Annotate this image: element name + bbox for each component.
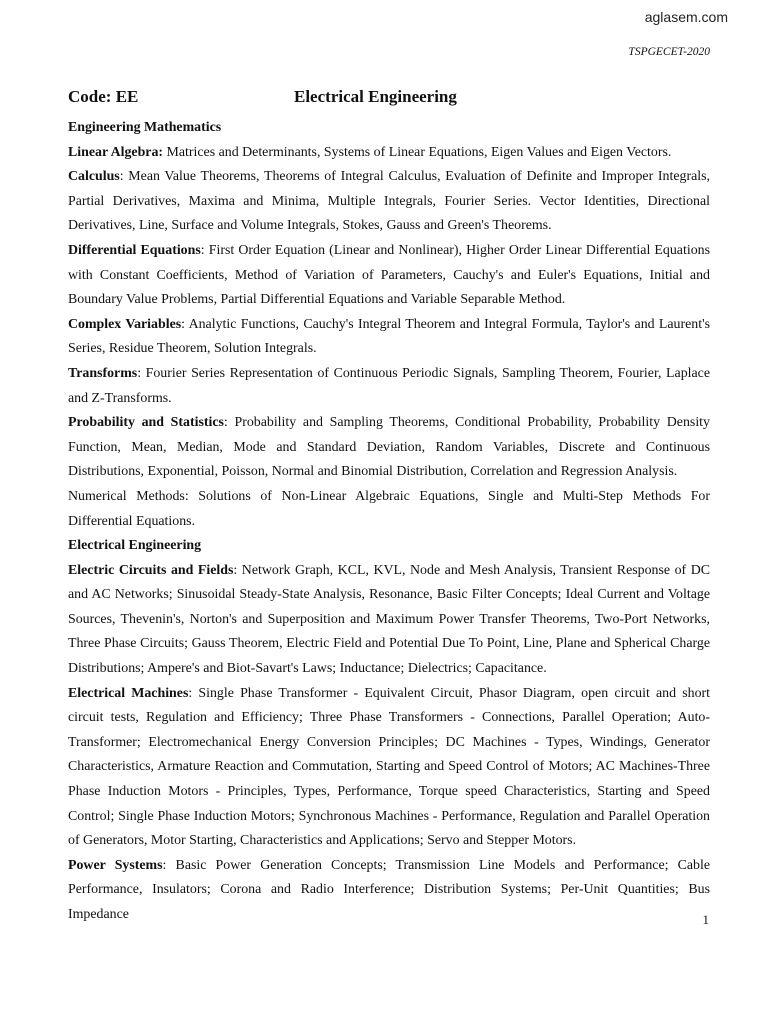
topic-complex-variables (68, 313, 710, 362)
watermark-site: aglasem.com (644, 9, 728, 25)
topic-text: : Mean Value Theorems, Theorems of Integral Calculus, Evaluation of Definite and Improper Integrals, Partial Derivatives, Maxima and Minima, Multiple Integrals, Fourier Series. Vector Identities, Directional Derivatives, Line, Surface and Volume Integrals, Stokes, Gauss and Green's Theorems. (68, 169, 710, 234)
topic-numerical-methods: Numerical Methods: Solutions of Non-Linear Algebraic Equations, Single and Multi-Step Methods For Differential Equations. (68, 488, 710, 529)
topic-label: Differential Equations (68, 242, 201, 258)
topic-label: Electric Circuits and Fields (68, 562, 234, 578)
topic-label: Calculus (68, 169, 120, 185)
section-heading-electrical: Electrical Engineering (68, 538, 202, 554)
topic-calculus (68, 165, 710, 239)
subject-code: Code: EE (68, 87, 139, 106)
topic-text: : Network Graph, KCL, KVL, Node and Mesh Analysis, Transient Response of DC and AC Networks; Sinusoidal Steady-State Analysis, Resonance, Basic Filter Concepts; Ideal Current and Voltage Sources, Thevenin's, Norton's and Superposition and Maximum Power Transfer Theorems, Two-Port Networks, Three Phase Circuits; Gauss Theorem, Electric Field and Potential Due To Point, Line, Plane and Spherical Charge Distributions; Ampere's and Biot-Savart's Laws; Inductance; Dielectrics; Capacitance. (68, 562, 710, 677)
topic-label: Probability and Statistics (68, 415, 224, 431)
topic-text: Matrices and Determinants, Systems of Linear Equations, Eigen Values and Eigen Vectors. (163, 144, 672, 160)
syllabus-body (68, 116, 710, 928)
topic-text: : Single Phase Transformer - Equivalent Circuit, Phasor Diagram, open circuit and short circuit tests, Regulation and Efficiency; Three Phase Transformers - Connections, Parallel Operation; Auto-Transformer; Electromechanical Energy Conversion Principles; DC Machines - Types, Windings, Generator Characteristics, Armature Reaction and Commutation, Starting and Speed Control of Motors; AC Machines-Three Phase Induction Motors - Principles, Types, Performance, Torque speed Characteristics, Starting and Speed Control; Single Phase Induction Motors; Synchronous Machines - Performance, Regulation and Parallel Operation of Generators, Motor Starting, Characteristics and Applications; Servo and Stepper Motors. (68, 685, 710, 849)
exam-code-header: TSPGECET-2020 (628, 46, 710, 58)
topic-electric-circuits (68, 559, 710, 682)
subject-title: Electrical Engineering (294, 87, 457, 106)
topic-text: : Probability and Sampling Theorems, Conditional Probability, Probability Density Function, Mean, Median, Mode and Standard Deviation, Random Variables, Discrete and Continuous Distributions, Exponential, Poisson, Normal and Binomial Distribution, Correlation and Regression Analysis. (68, 415, 710, 480)
topic-label: Complex Variables (68, 316, 182, 332)
topic-electrical-machines (68, 682, 710, 854)
topic-linear-algebra (68, 141, 710, 166)
topic-label: Linear Algebra: (68, 144, 164, 160)
topic-transforms (68, 362, 710, 411)
section-heading-mathematics: Engineering Mathematics (68, 120, 222, 135)
topic-differential-equations (68, 239, 710, 313)
topic-text: : Basic Power Generation Concepts; Transmission Line Models and Performance; Cable Performance, Insulators; Corona and Radio Interference; Distribution Systems; Per-Unit Quantities; Bus Impedance (68, 857, 711, 922)
topic-probability-statistics (68, 411, 710, 485)
page-number: 1 (702, 912, 709, 927)
topic-label: Transforms (68, 365, 138, 381)
topic-label: Power Systems (68, 857, 163, 873)
topic-text: : Fourier Series Representation of Continuous Periodic Signals, Sampling Theorem, Fourier, Laplace and Z-Transforms. (68, 365, 710, 406)
topic-power-systems (68, 854, 710, 928)
topic-label: Electrical Machines (68, 685, 189, 701)
topic-text: : First Order Equation (Linear and Nonlinear), Higher Order Linear Differential Equations with Constant Coefficients, Method of Variation of Parameters, Cauchy's and Euler's Equations, Initial and Boundary Value Problems, Partial Differential Equations and Variable Separable Method. (68, 242, 710, 308)
topic-text: : Analytic Functions, Cauchy's Integral Theorem and Integral Formula, Taylor's and Laurent's Series, Residue Theorem, Solution Integrals. (68, 316, 711, 357)
